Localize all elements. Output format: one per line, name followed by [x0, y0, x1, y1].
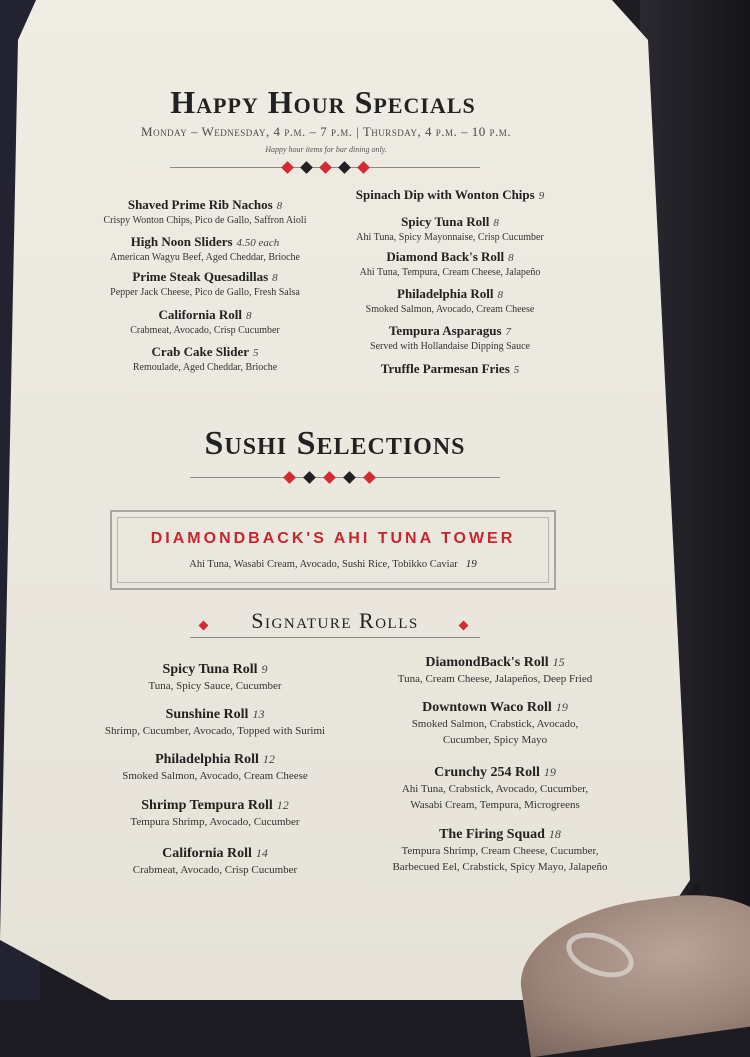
- diamond-ornament: [323, 471, 336, 484]
- diamond-ornament: [338, 161, 351, 174]
- diamond-ornament: [357, 161, 370, 174]
- diamond-ornament: [283, 471, 296, 484]
- divider-rule: [190, 637, 480, 638]
- menu-item: Crunchy 254 Roll 19 Ahi Tuna, Crabstick, Avocado, Cucumber, Wasabi Cream, Tempura, Microgreens: [401, 765, 589, 811]
- happy-hour-note: Happy hour items for bar dining only.: [265, 145, 387, 154]
- diamond-ornament: [300, 161, 313, 174]
- menu-item: Prime Steak Quesadillas 8 Pepper Jack Cheese, Pico de Gallo, Fresh Salsa: [110, 269, 300, 298]
- menu-item: Downtown Waco Roll 19 Smoked Salmon, Crabstick, Avocado, Cucumber, Spicy Mayo: [411, 700, 579, 746]
- menu-item: Spicy Tuna Roll 8 Ahi Tuna, Spicy Mayonnaise, Crisp Cucumber: [356, 214, 544, 243]
- menu-item: Philadelphia Roll 12 Smoked Salmon, Avocado, Cream Cheese: [122, 752, 308, 782]
- menu-item: Spicy Tuna Roll 9 Tuna, Spicy Sauce, Cucumber: [148, 662, 282, 692]
- diamond-ornament: [343, 471, 356, 484]
- menu-item: California Roll 8 Crabmeat, Avocado, Crisp Cucumber: [130, 307, 280, 336]
- menu-item: Spinach Dip with Wonton Chips 9: [355, 187, 545, 202]
- menu-item: Shrimp Tempura Roll 12 Tempura Shrimp, Avocado, Cucumber: [130, 798, 300, 828]
- signature-rolls-title: Signature Rolls: [251, 608, 419, 633]
- menu-item: Tempura Asparagus 7 Served with Hollandaise Dipping Sauce: [370, 323, 530, 352]
- diamond-ornament: [303, 471, 316, 484]
- diamond-ornament: [319, 161, 332, 174]
- menu-item: Shaved Prime Rib Nachos 8 Crispy Wonton Chips, Pico de Gallo, Saffron Aioli: [103, 197, 307, 226]
- happy-hour-title: Happy Hour Specials: [170, 84, 476, 120]
- tower-name: DIAMONDBACK'S AHI TUNA TOWER: [150, 530, 516, 547]
- menu-item: California Roll 14 Crabmeat, Avocado, Crisp Cucumber: [132, 846, 298, 876]
- menu-item: The Firing Squad 18 Tempura Shrimp, Cream Cheese, Cucumber, Barbecued Eel, Crabstick, Spicy Mayo, Jalapeño: [392, 827, 608, 873]
- tuna-tower-feature-box: [110, 510, 556, 590]
- menu-item: DiamondBack's Roll 15 Tuna, Cream Cheese, Jalapeños, Deep Fried: [397, 655, 593, 685]
- menu-item: Truffle Parmesan Fries 5: [380, 361, 520, 376]
- menu-item: Diamond Back's Roll 8 Ahi Tuna, Tempura, Cream Cheese, Jalapeño: [359, 249, 541, 278]
- tower-price: 19: [465, 558, 477, 570]
- menu-item: High Noon Sliders 4.50 each American Wagyu Beef, Aged Cheddar, Brioche: [110, 234, 300, 263]
- menu-item: Sunshine Roll 13 Shrimp, Cucumber, Avocado, Topped with Surimi: [104, 707, 326, 737]
- tower-description: Ahi Tuna, Wasabi Cream, Avocado, Sushi Rice, Tobikko Caviar: [189, 559, 458, 570]
- tower-details: [110, 554, 556, 572]
- menu-item: Crab Cake Slider 5 Remoulade, Aged Cheddar, Brioche: [132, 344, 278, 373]
- sushi-title: Sushi Selections: [204, 425, 466, 462]
- diamond-ornament: [363, 471, 376, 484]
- menu-item: Philadelphia Roll 8 Smoked Salmon, Avocado, Cream Cheese: [365, 286, 535, 315]
- happy-hour-schedule: Monday – Wednesday, 4 p.m. – 7 p.m. | Thursday, 4 p.m. – 10 p.m.: [141, 124, 511, 139]
- diamond-ornament: [281, 161, 294, 174]
